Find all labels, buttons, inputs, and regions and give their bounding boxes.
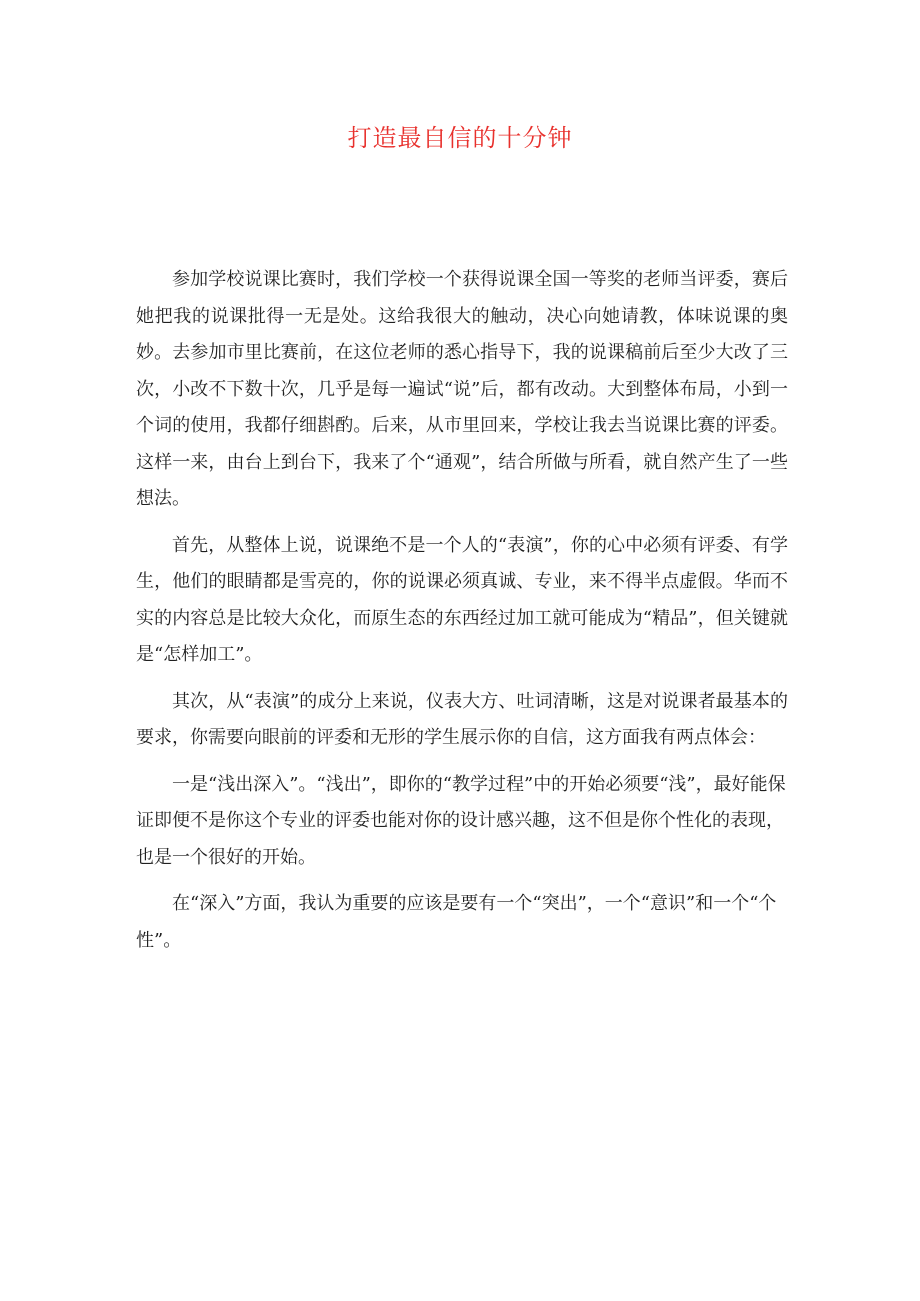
paragraph-5: 在“深入”方面，我认为重要的应该是要有一个“突出”，一个“意识”和一个“个性”。 [136,893,777,951]
paragraph-1: 参加学校说课比赛时，我们学校一个获得说课全国一等奖的老师当评委，赛后她把我的说课批得一无是处。这给我很大的触动，决心向她请教，体味说课的奥妙。去参加市里比赛前，在这位老师的悉心指导下，我的说课稿前后至少大改了三次，小改不下数十次，几乎是每一遍试“说”后，都有改动。大到整体布局，小到一个词的使用，我都仔细斟酌。后来，从市里回来，学校让我去当说课比赛的评委。这样一来，由台上到台下，我来了个“通观”，结合所做与所看，就自然产生了一些想法。 [136,269,788,509]
paragraph-3: 其次，从“表演”的成分上来说，仪表大方、吐词清晰，这是对说课者最基本的要求，你需要向眼前的评委和无形的学生展示你的自信，这方面我有两点体会： [136,690,788,748]
document-body [136,262,788,969]
document-title: 打造最自信的十分钟 [347,124,573,152]
paragraph-2: 首先，从整体上说，说课绝不是一个人的“表演”，你的心中必须有评委、有学生，他们的眼睛都是雪亮的，你的说课必须真诚、专业，来不得半点虚假。华而不实的内容总是比较大众化，而原生态的东西经过加工就可能成为“精品”，但关键就是“怎样加工”。 [136,534,788,665]
paragraph-4: 一是“浅出深入”。“浅出”，即你的“教学过程”中的开始必须要“浅”，最好能保证即便不是你这个专业的评委也能对你的设计感兴趣，这不但是你个性化的表现，也是一个很好的开始。 [136,773,786,868]
